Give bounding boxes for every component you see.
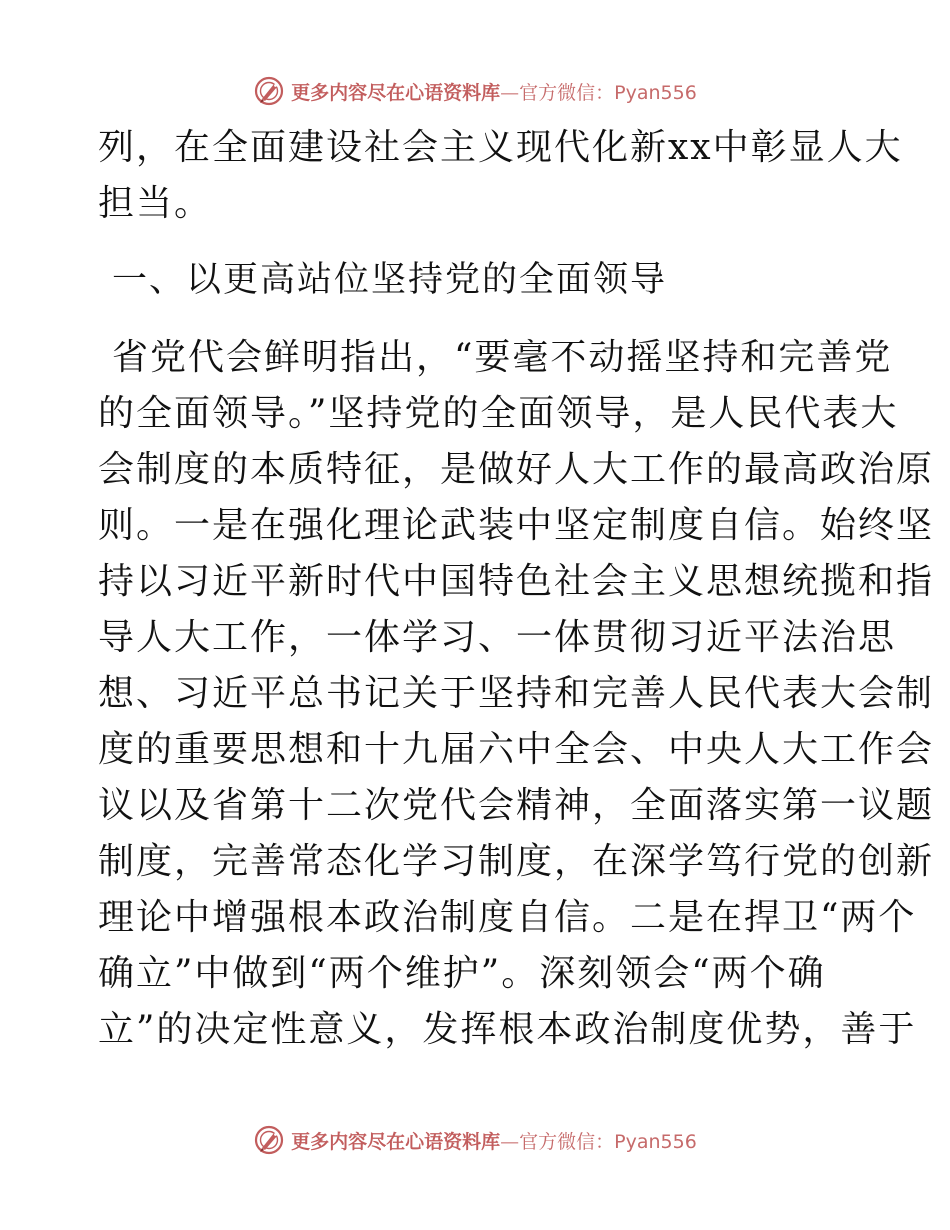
text-line: 持以习近平新时代中国特色社会主义思想统揽和指 — [98, 561, 935, 602]
watermark-dash: — — [500, 1130, 520, 1153]
watermark-suffix: 官方微信：Pyan556 — [519, 81, 697, 104]
text-line: 导人大工作，一体学习、一体贯彻习近平法治思 — [98, 617, 897, 658]
text-line: 理论中增强根本政治制度自信。二是在捍卫“两个 — [98, 897, 917, 938]
text-line: 会制度的本质特征，是做好人大工作的最高政治原 — [98, 449, 935, 490]
watermark-text — [291, 78, 697, 105]
text-line: 担当。 — [98, 183, 213, 224]
watermark-dash: — — [500, 81, 520, 104]
text-line: 则。一是在强化理论武装中坚定制度自信。始终坚 — [98, 505, 935, 546]
watermark-prefix: 更多内容尽在心语资料库 — [291, 81, 501, 104]
text-line: 制度，完善常态化学习制度，在深学笃行党的创新 — [98, 841, 935, 882]
text-line: 立”的决定性意义，发挥根本政治制度优势，善于 — [98, 1009, 917, 1050]
pen-logo-icon — [253, 1124, 285, 1156]
document-body — [98, 120, 935, 1058]
watermark-suffix: 官方微信：Pyan556 — [519, 1130, 697, 1153]
section-heading: 一、以更高站位坚持党的全面领导 — [112, 260, 668, 300]
watermark-text — [291, 1127, 697, 1154]
text-line: 度的重要思想和十九届六中全会、中央人大工作会 — [98, 729, 935, 770]
pen-logo-icon — [253, 75, 285, 107]
text-line: 议以及省第十二次党代会精神，全面落实第一议题 — [98, 785, 935, 826]
header-watermark — [0, 71, 950, 111]
text-line: 省党代会鲜明指出，“要毫不动摇坚持和完善党 — [112, 337, 893, 378]
footer-watermark — [0, 1120, 950, 1160]
text-line: 的全面领导。”坚持党的全面领导，是人民代表大 — [98, 393, 899, 434]
text-line: 确立”中做到“两个维护”。深刻领会“两个确 — [98, 953, 826, 994]
text-line: 列，在全面建设社会主义现代化新xx中彰显人大 — [98, 127, 903, 168]
text-line: 想、习近平总书记关于坚持和完善人民代表大会制 — [98, 673, 935, 714]
watermark-prefix: 更多内容尽在心语资料库 — [291, 1130, 501, 1153]
